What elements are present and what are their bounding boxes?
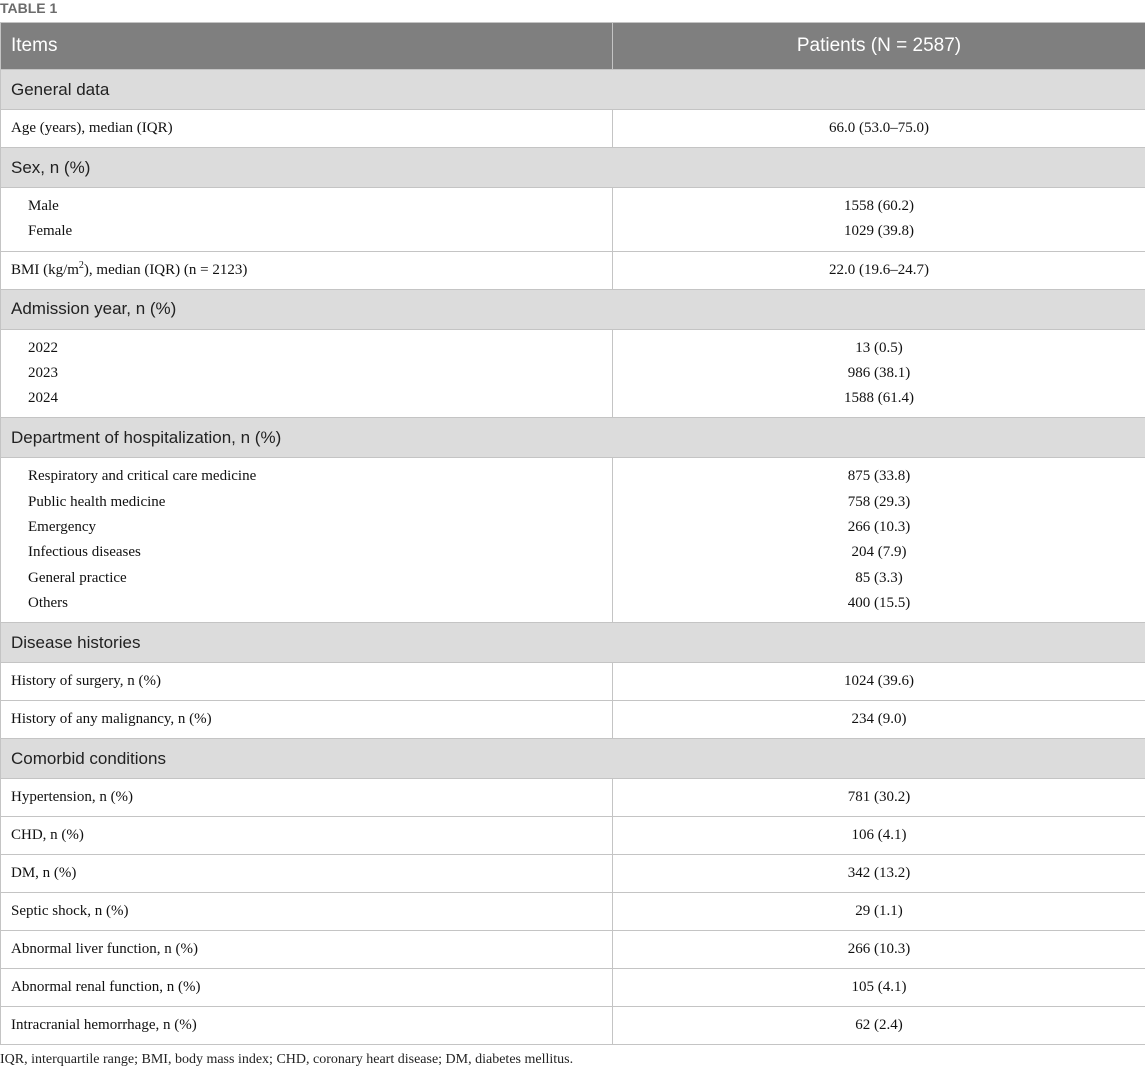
row-value: 29 (1.1) <box>613 893 1145 931</box>
section-row <box>1 739 1145 779</box>
row-value: 400 (15.5) <box>847 594 911 611</box>
table-row <box>1 893 1145 931</box>
row-value-group <box>613 458 1145 623</box>
row-label: History of surgery, n (%) <box>1 663 613 701</box>
table-row <box>1 969 1145 1007</box>
section-row <box>1 418 1145 458</box>
row-label: Age (years), median (IQR) <box>1 110 613 148</box>
row-label-group <box>1 329 613 418</box>
row-value: 758 (29.3) <box>847 493 911 510</box>
section-department: Department of hospitalization, n (%) <box>1 418 1145 458</box>
table-row <box>1 1007 1145 1045</box>
row-label: Public health medicine <box>28 493 166 510</box>
row-label: Intracranial hemorrhage, n (%) <box>1 1007 613 1045</box>
row-label: Emergency <box>28 519 97 536</box>
row-value: 1024 (39.6) <box>613 663 1145 701</box>
section-sex: Sex, n (%) <box>1 148 1145 188</box>
row-label: 2024 <box>28 390 58 407</box>
row-value: 266 (10.3) <box>847 519 911 536</box>
row-label: Abnormal renal function, n (%) <box>1 969 613 1007</box>
row-value: 62 (2.4) <box>613 1007 1145 1045</box>
row-label: DM, n (%) <box>1 855 613 893</box>
section-row <box>1 289 1145 329</box>
row-label-group <box>1 458 613 623</box>
table-row <box>1 458 1145 623</box>
section-admission-year: Admission year, n (%) <box>1 289 1145 329</box>
row-value: 1029 (39.8) <box>844 223 914 240</box>
row-label: Abnormal liver function, n (%) <box>1 931 613 969</box>
row-label: 2023 <box>28 364 58 381</box>
bmi-label-post: ), median (IQR) (n = 2123) <box>83 261 248 278</box>
row-label-group <box>1 188 613 252</box>
header-patients: Patients (N = 2587) <box>613 23 1145 70</box>
bmi-label-pre: BMI (kg/m <box>11 261 79 278</box>
table-row <box>1 110 1145 148</box>
section-general-data: General data <box>1 70 1145 110</box>
row-value: 875 (33.8) <box>847 468 911 485</box>
row-value: 105 (4.1) <box>613 969 1145 1007</box>
table-row <box>1 855 1145 893</box>
header-items: Items <box>1 23 613 70</box>
row-value-group <box>613 329 1145 418</box>
row-value: 234 (9.0) <box>613 701 1145 739</box>
row-label: Male <box>28 198 59 214</box>
patient-characteristics-table <box>0 22 1145 1045</box>
row-label: General practice <box>28 569 127 586</box>
row-value: 1558 (60.2) <box>844 198 914 214</box>
row-label: Female <box>28 223 73 240</box>
table-footnote: IQR, interquartile range; BMI, body mass index; CHD, coronary heart disease; DM, diabetes mellitus. <box>0 1052 574 1068</box>
row-value: 204 (7.9) <box>851 544 907 561</box>
table-row <box>1 779 1145 817</box>
row-value: 1588 (61.4) <box>844 390 914 407</box>
row-label: Respiratory and critical care medicine <box>28 468 257 485</box>
table-caption: TABLE 1 <box>0 0 58 16</box>
row-value: 106 (4.1) <box>613 817 1145 855</box>
row-label: Septic shock, n (%) <box>1 893 613 931</box>
row-label: History of any malignancy, n (%) <box>1 701 613 739</box>
table-row <box>1 931 1145 969</box>
table-row <box>1 329 1145 418</box>
row-value: 781 (30.2) <box>613 779 1145 817</box>
table-row <box>1 251 1145 289</box>
row-value: 66.0 (53.0–75.0) <box>613 110 1145 148</box>
section-comorbid-conditions: Comorbid conditions <box>1 739 1145 779</box>
section-row <box>1 623 1145 663</box>
section-row <box>1 148 1145 188</box>
table-row <box>1 188 1145 252</box>
table-row <box>1 663 1145 701</box>
row-value: 986 (38.1) <box>847 364 911 381</box>
section-row <box>1 70 1145 110</box>
row-label: Others <box>28 594 68 611</box>
row-value: 85 (3.3) <box>855 569 903 586</box>
row-label: Infectious diseases <box>28 544 141 561</box>
row-label: 2022 <box>28 339 58 356</box>
row-value-group <box>613 188 1145 252</box>
row-label: Hypertension, n (%) <box>1 779 613 817</box>
table-row <box>1 701 1145 739</box>
row-label-bmi <box>1 251 613 289</box>
table-header-row <box>1 23 1145 70</box>
row-value: 342 (13.2) <box>613 855 1145 893</box>
row-value: 22.0 (19.6–24.7) <box>613 251 1145 289</box>
bmi-superscript: 2 <box>78 259 84 271</box>
row-value: 266 (10.3) <box>613 931 1145 969</box>
row-value: 13 (0.5) <box>855 339 903 356</box>
row-label: CHD, n (%) <box>1 817 613 855</box>
section-disease-histories: Disease histories <box>1 623 1145 663</box>
table-row <box>1 817 1145 855</box>
